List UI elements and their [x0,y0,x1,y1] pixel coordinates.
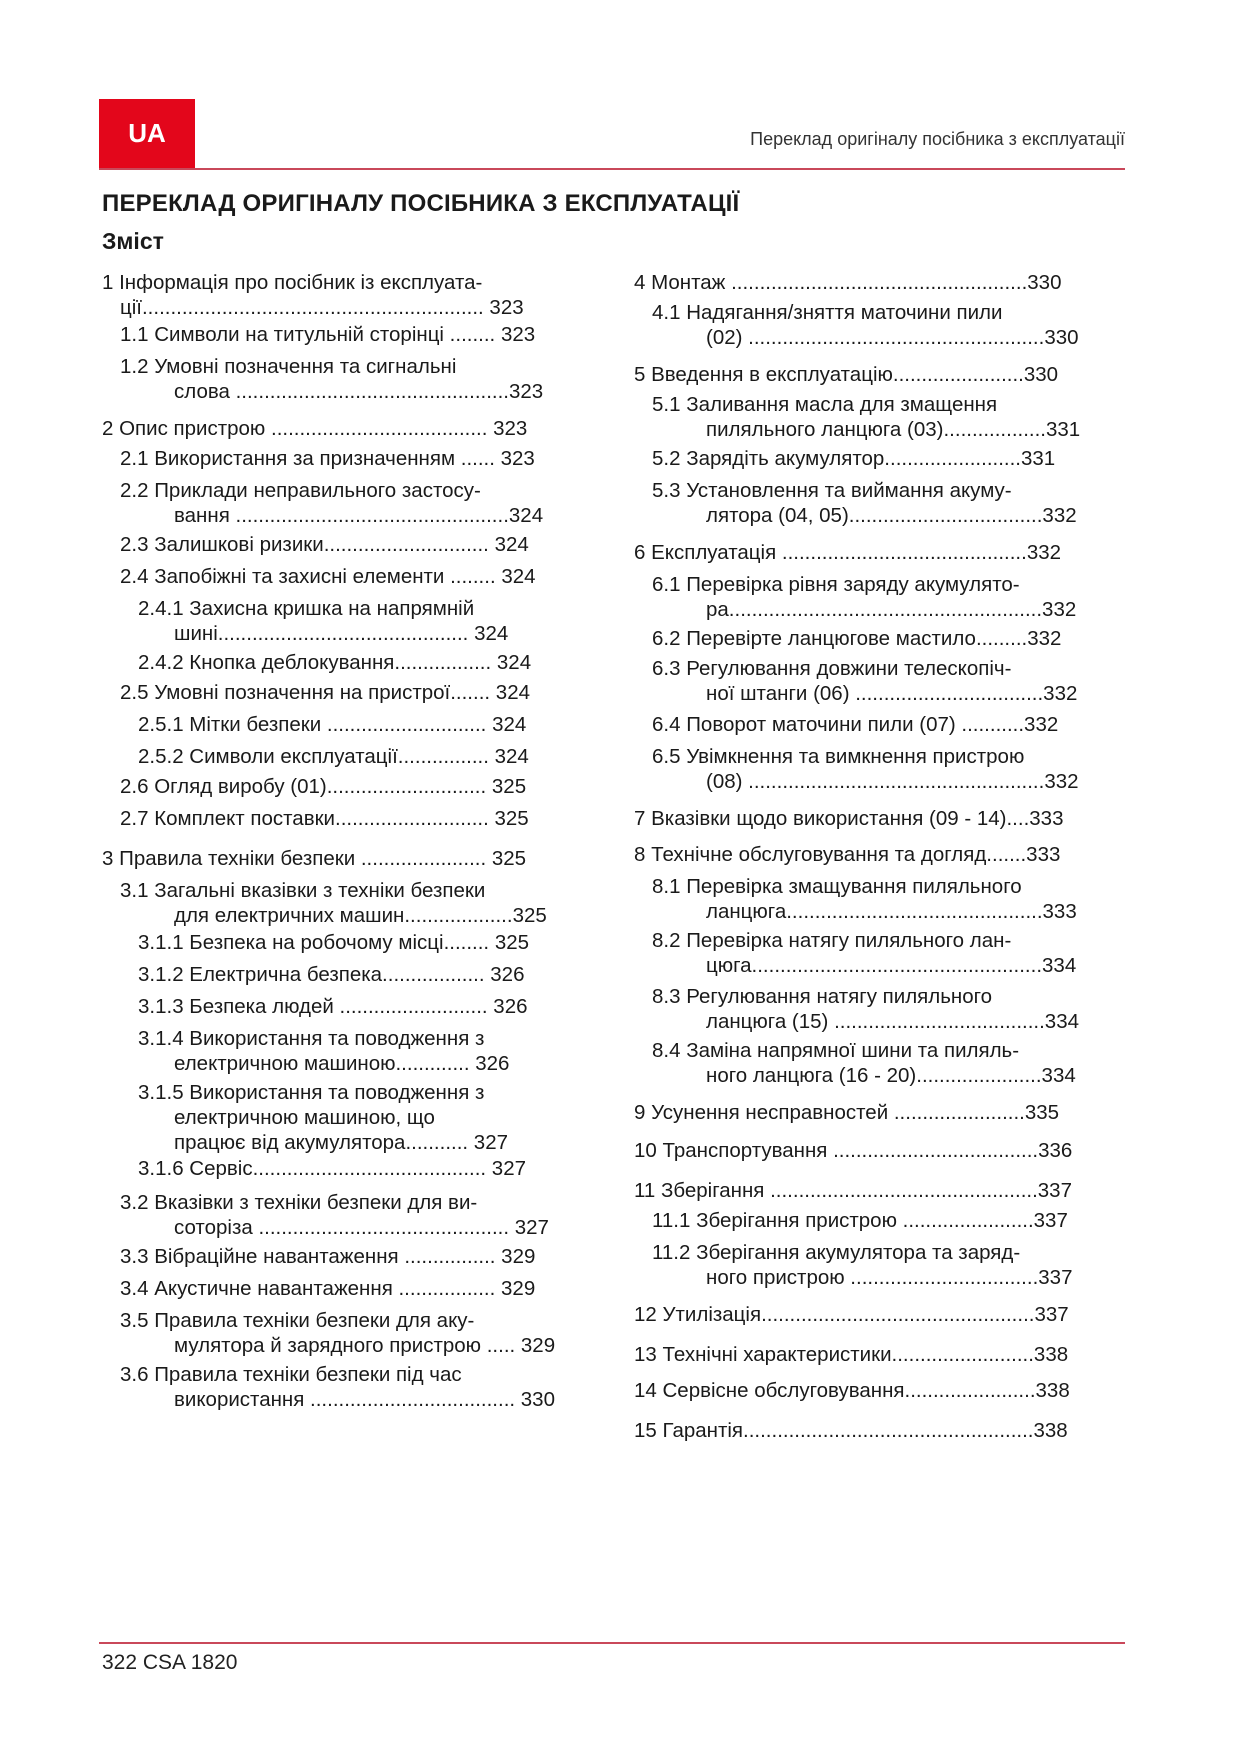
toc-entry[interactable] [634,1418,1128,1443]
toc-entry-title: 6.3 Регулювання довжини телескопіч- [652,657,1012,680]
toc-entry[interactable] [102,962,588,987]
toc-entry-continuation: (08) ....................................................332 [706,770,1079,793]
toc-entry[interactable] [102,744,588,769]
toc-entry[interactable] [102,596,588,646]
toc-entry-title: 6 Експлуатація ...........................................332 [634,541,1062,564]
toc-entry[interactable] [634,1178,1128,1203]
toc-entry[interactable] [634,1378,1128,1403]
toc-entry[interactable] [102,1080,588,1155]
toc-entry[interactable] [634,842,1128,867]
toc-entry-title: 4.1 Надягання/зняття маточини пили [652,301,1003,324]
toc-entry[interactable] [102,774,588,799]
running-header-title: Переклад оригіналу посібника з експлуатації [750,129,1125,149]
toc-entry-title: 1 Інформація про посібник із експлуата- [102,271,483,294]
toc-entry-title: 5.3 Установлення та виймання акуму- [652,479,1012,502]
toc-entry-title: 11.2 Зберігання акумулятора та заряд- [652,1241,1021,1264]
toc-entry[interactable] [634,572,1128,622]
toc-entry-title: 1.1 Символи на титульній сторінці ........ 323 [120,323,536,346]
toc-entry-title: 1.2 Умовні позначення та сигнальні [120,355,457,378]
toc-entry-title: 2.6 Огляд виробу (01)............................ 325 [120,775,527,798]
toc-entry[interactable] [634,1240,1128,1290]
toc-entry[interactable] [102,1244,588,1269]
toc-entry-title: 8 Технічне обслуговування та догляд.......333 [634,843,1061,866]
toc-entry-title: 6.4 Поворот маточини пили (07) ...........332 [652,713,1059,736]
toc-entry-title: 6.5 Увімкнення та вимкнення пристрою [652,745,1025,768]
toc-entry[interactable] [102,322,588,347]
toc-entry-continuation: для електричних машин...................325 [174,904,547,927]
toc-entry[interactable] [102,354,588,404]
toc-entry[interactable] [634,744,1128,794]
toc-entry-title: 7 Вказівки щодо використання (09 - 14)....333 [634,807,1064,830]
toc-entry-title: 6.2 Перевірте ланцюгове мастило.........332 [652,627,1062,650]
toc-entry-title: 11 Зберігання ...............................................337 [634,1179,1072,1202]
toc-entry[interactable] [634,874,1128,924]
toc-entry-continuation: цюга...................................................334 [706,954,1077,977]
toc-entry-title: 8.2 Перевірка натягу пиляльного лан- [652,929,1012,952]
toc-entry-title: 13 Технічні характеристики.........................338 [634,1343,1069,1366]
toc-entry-title: 2.4 Запобіжні та захисні елементи ........ 324 [120,565,536,588]
toc-entry-continuation: електричною машиною............. 326 [174,1052,510,1075]
toc-entry[interactable] [634,712,1128,737]
toc-entry-continuation: ного пристрою .................................337 [706,1266,1073,1289]
toc-entry[interactable] [102,1308,588,1358]
toc-entry[interactable] [102,1026,588,1076]
toc-entry[interactable] [102,564,588,589]
toc-entry[interactable] [102,994,588,1019]
document-title: ПЕРЕКЛАД ОРИГІНАЛУ ПОСІБНИКА З ЕКСПЛУАТАЦІЇ [102,190,740,217]
toc-entry-continuation: (02) ....................................................330 [706,326,1079,349]
toc-entry[interactable] [634,1038,1128,1088]
toc-entry-title: 3.5 Правила техніки безпеки для аку- [120,1309,475,1332]
toc-entry-title: 2.3 Залишкові ризики............................. 324 [120,533,529,556]
toc-entry[interactable] [102,650,588,675]
toc-entry[interactable] [102,806,588,831]
footer-divider [99,1642,1125,1644]
toc-entry-continuation: сотоpіза ............................................ 327 [174,1216,549,1239]
toc-entry-continuation: використання .................................... 330 [174,1388,555,1411]
toc-entry-title: 3.1.2 Електрична безпека.................. 326 [138,963,525,986]
toc-entry-title: 2.7 Комплект поставки........................... 325 [120,807,529,830]
toc-entry-continuation: пиляльного ланцюга (03)..................331 [706,418,1081,441]
toc-entry-title: 14 Сервісне обслуговування.......................338 [634,1379,1070,1402]
toc-entry[interactable] [634,300,1128,350]
toc-entry[interactable] [102,878,588,928]
toc-entry-title: 6.1 Перевірка рівня заряду акумулято- [652,573,1020,596]
toc-entry-title: 8.1 Перевірка змащування пиляльного [652,875,1022,898]
toc-entry[interactable] [102,1190,588,1240]
toc-entry-title: 2.4.2 Кнопка деблокування................. 324 [138,651,532,674]
toc-entry[interactable] [102,416,588,441]
toc-entry-title: 10 Транспортування ....................................336 [634,1139,1073,1162]
toc-entry[interactable] [102,930,588,955]
toc-entry[interactable] [634,984,1128,1034]
toc-entry-title: 3.1.1 Безпека на робочому місці........ 325 [138,931,530,954]
toc-entry-title: 9 Усунення несправностей .......................335 [634,1101,1060,1124]
toc-entry-continuation: слова ................................................323 [174,380,544,403]
toc-entry[interactable] [102,1156,588,1181]
header-divider [99,168,1125,170]
toc-entry-continuation: ланцюга (15) .....................................334 [706,1010,1080,1033]
toc-entry-continuation: електричною машиною, що [174,1106,435,1129]
toc-entry-title: 12 Утилізація................................................337 [634,1303,1069,1326]
toc-entry-title: 5.2 Зарядіть акумулятор........................331 [652,447,1056,470]
toc-entry-continuation: лятора (04, 05)..................................332 [706,504,1077,527]
toc-entry-continuation: ної штанги (06) .................................332 [706,682,1078,705]
toc-entry[interactable] [634,446,1128,471]
toc-entry[interactable] [634,392,1128,442]
toc-entry-title: 2.2 Приклади неправильного застосу- [120,479,481,502]
toc-entry-title: 3.6 Правила техніки безпеки під час [120,1363,462,1386]
toc-entry-title: 3 Правила техніки безпеки ...................... 325 [102,847,527,870]
toc-entry[interactable] [102,478,588,528]
toc-entry[interactable] [634,362,1128,387]
language-badge [99,99,195,168]
toc-entry-title: 2.5.2 Символи експлуатації................ 324 [138,745,529,768]
toc-entry-title: 2.1 Використання за призначенням ...... 323 [120,447,535,470]
toc-entry[interactable] [634,540,1128,565]
toc-entry[interactable] [102,712,588,737]
toc-entry[interactable] [102,1276,588,1301]
toc-entry[interactable] [634,626,1128,651]
toc-entry[interactable] [102,1362,588,1412]
toc-entry-title: 11.1 Зберігання пристрою .......................337 [652,1209,1068,1232]
toc-entry-continuation: вання ................................................324 [174,504,544,527]
toc-entry-title: 4 Монтаж ....................................................330 [634,271,1062,294]
language-code: UA [128,118,166,148]
toc-entry-title: 2 Опис пристрою ...................................... 323 [102,417,528,440]
toc-entry-title: 3.4 Акустичне навантаження ................. 329 [120,1277,536,1300]
toc-entry[interactable] [634,1138,1128,1163]
toc-entry-continuation: ного ланцюга (16 - 20)......................334 [706,1064,1076,1087]
toc-entry[interactable] [634,928,1128,978]
toc-entry[interactable] [102,680,588,705]
toc-entry[interactable] [102,846,588,871]
toc-entry-title: 3.1.6 Сервіс......................................... 327 [138,1157,527,1180]
toc-entry[interactable] [634,270,1128,295]
toc-entry-continuation: ланцюга.............................................333 [706,900,1077,923]
footer-page-label: 322 CSA 1820 [102,1651,238,1674]
toc-entry[interactable] [102,532,588,557]
toc-entry-continuation: мулятора й зарядного пристрою ..... 329 [174,1334,556,1357]
toc-entry[interactable] [102,446,588,471]
toc-entry[interactable] [634,1342,1128,1367]
toc-entry-title: 2.5 Умовні позначення на пристрої....... 324 [120,681,530,704]
toc-entry[interactable] [102,270,588,320]
toc-entry[interactable] [634,1100,1128,1125]
toc-entry[interactable] [634,806,1128,831]
toc-entry-title: 8.3 Регулювання натягу пиляльного [652,985,993,1008]
toc-heading: Зміст [102,228,164,254]
toc-entry[interactable] [634,656,1128,706]
toc-entry[interactable] [634,1302,1128,1327]
toc-entry-title: 3.3 Вібраційне навантаження ................ 329 [120,1245,536,1268]
toc-entry-title: 3.1.5 Використання та поводження з [138,1081,485,1104]
toc-entry[interactable] [634,478,1128,528]
toc-entry-title: 5.1 Заливання масла для змащення [652,393,998,416]
toc-entry-title: 3.1.3 Безпека людей .......................... 326 [138,995,528,1018]
toc-entry-continuation: шині............................................ 324 [174,622,509,645]
toc-entry-title: 3.1 Загальні вказівки з техніки безпеки [120,879,486,902]
toc-entry-continuation: ції............................................................ 323 [120,296,524,319]
toc-entry-title: 15 Гарантія...................................................338 [634,1419,1068,1442]
toc-entry-continuation: працює від акумулятора........... 327 [174,1131,508,1154]
toc-entry-continuation: ра.......................................................332 [706,598,1077,621]
toc-entry-title: 3.2 Вказівки з техніки безпеки для ви- [120,1191,478,1214]
toc-entry-title: 3.1.4 Використання та поводження з [138,1027,485,1050]
toc-entry-title: 2.5.1 Мітки безпеки ............................ 324 [138,713,527,736]
toc-entry-title: 2.4.1 Захисна кришка на напрямній [138,597,475,620]
toc-entry[interactable] [634,1208,1128,1233]
toc-entry-title: 5 Введення в експлуатацію.......................330 [634,363,1059,386]
toc-entry-title: 8.4 Заміна напрямної шини та пиляль- [652,1039,1020,1062]
